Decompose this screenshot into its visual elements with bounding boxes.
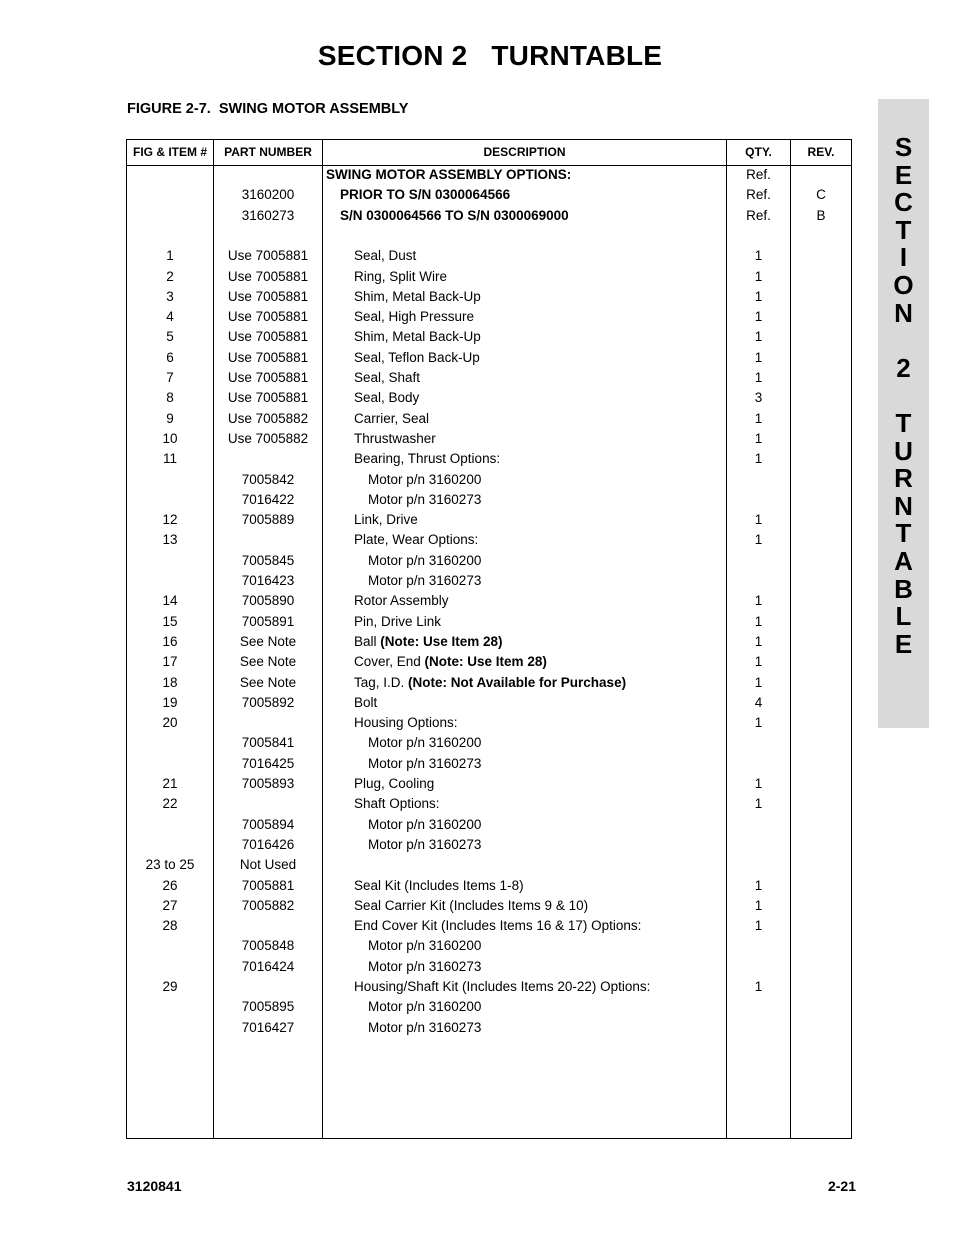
description-cell bbox=[326, 571, 768, 591]
qty-cell: 1 bbox=[754, 288, 763, 304]
qty-cell: 1 bbox=[754, 613, 763, 629]
qty-cell: 1 bbox=[754, 674, 763, 690]
table-row bbox=[127, 409, 851, 429]
description-text: Bearing, Thrust Options: bbox=[354, 451, 501, 467]
description-text: S/N 0300064566 TO S/N 0300069000 bbox=[340, 207, 569, 223]
side-tab-letter: C bbox=[894, 187, 913, 218]
description-text: Motor p/n 3160273 bbox=[368, 755, 482, 771]
item-number-cell: 5 bbox=[166, 329, 174, 345]
table-row bbox=[127, 287, 851, 307]
table-row bbox=[127, 510, 851, 530]
description-text: Seal, Teflon Back-Up bbox=[354, 349, 480, 365]
header-rev: REV. bbox=[807, 145, 835, 159]
header-description: DESCRIPTION bbox=[483, 145, 566, 159]
table-row bbox=[127, 206, 851, 226]
table-row bbox=[127, 449, 851, 469]
section-title: SECTION 2 TURNTABLE bbox=[317, 40, 663, 71]
table-row bbox=[127, 632, 851, 652]
part-number-cell: 7005848 bbox=[241, 938, 295, 954]
side-tab-letter: T bbox=[895, 214, 912, 245]
qty-cell: 1 bbox=[754, 430, 763, 446]
description-text: Tag, I.D. bbox=[354, 674, 409, 690]
parts-table bbox=[126, 139, 852, 1139]
item-number-cell: 18 bbox=[162, 674, 178, 690]
description-text: Seal, Dust bbox=[354, 248, 417, 264]
item-number-cell: 22 bbox=[162, 796, 178, 812]
qty-cell: 1 bbox=[754, 715, 763, 731]
qty-cell: 1 bbox=[754, 593, 763, 609]
side-tab-letters bbox=[878, 134, 929, 658]
description-cell bbox=[326, 896, 754, 916]
description-cell bbox=[326, 673, 754, 693]
description-cell bbox=[326, 510, 754, 530]
qty-cell: 1 bbox=[754, 532, 763, 548]
description-cell bbox=[326, 693, 754, 713]
description-text: Plug, Cooling bbox=[354, 776, 435, 791]
part-number-cell: 3160273 bbox=[241, 207, 295, 223]
table-row bbox=[127, 855, 851, 875]
description-cell bbox=[326, 632, 754, 652]
description-text: Seal Carrier Kit (Includes Items 9 & 10) bbox=[354, 897, 589, 913]
table-row bbox=[127, 327, 851, 347]
description-cell bbox=[326, 591, 754, 611]
part-number-cell: 7005842 bbox=[241, 471, 295, 487]
description-text: Seal, Body bbox=[354, 390, 420, 406]
description-text: Ring, Split Wire bbox=[354, 268, 448, 284]
item-number-cell: 28 bbox=[162, 918, 178, 934]
qty-cell: 1 bbox=[754, 349, 763, 365]
part-number-cell: Use 7005881 bbox=[227, 329, 309, 345]
item-number-cell: 20 bbox=[162, 715, 178, 731]
description-text: Ball bbox=[354, 633, 381, 649]
header-qty: QTY. bbox=[745, 145, 772, 159]
part-number-cell: 7005894 bbox=[241, 816, 295, 832]
part-number-cell: 7016426 bbox=[241, 836, 295, 852]
item-number-cell: 6 bbox=[166, 349, 174, 365]
item-number-cell: 1 bbox=[166, 248, 174, 264]
description-text: PRIOR TO S/N 0300064566 bbox=[340, 187, 511, 203]
description-cell bbox=[326, 409, 754, 429]
qty-cell: 1 bbox=[754, 512, 763, 528]
part-number-cell: 7005881 bbox=[241, 877, 295, 893]
description-text: Motor p/n 3160273 bbox=[368, 491, 482, 507]
item-number-cell: 23 to 25 bbox=[145, 857, 195, 873]
qty-cell: 1 bbox=[754, 654, 763, 670]
table-row bbox=[127, 470, 851, 490]
part-number-cell: 7005845 bbox=[241, 552, 295, 568]
table-row bbox=[127, 530, 851, 550]
description-cell bbox=[326, 429, 754, 449]
qty-cell: 1 bbox=[754, 897, 763, 913]
table-row bbox=[127, 896, 851, 916]
description-cell bbox=[326, 246, 754, 266]
part-number-cell: Use 7005881 bbox=[227, 248, 309, 264]
description-cell bbox=[326, 997, 768, 1017]
table-row bbox=[127, 368, 851, 388]
qty-cell: Ref. bbox=[746, 167, 771, 182]
part-number-cell: Use 7005881 bbox=[227, 370, 309, 385]
part-number-cell: 7005841 bbox=[241, 735, 295, 751]
header-part-number: PART NUMBER bbox=[224, 145, 312, 159]
item-number-cell: 7 bbox=[166, 370, 174, 385]
table-row bbox=[127, 673, 851, 693]
description-text: Motor p/n 3160273 bbox=[368, 573, 482, 588]
description-text: Pin, Drive Link bbox=[354, 613, 442, 629]
header-item: FIG & ITEM # bbox=[132, 145, 207, 159]
item-number-cell: 13 bbox=[162, 532, 178, 548]
table-row bbox=[127, 571, 851, 591]
table-row bbox=[127, 794, 851, 814]
part-number-cell: 7005889 bbox=[241, 512, 295, 528]
part-number-cell: See Note bbox=[239, 674, 297, 690]
description-text: Motor p/n 3160200 bbox=[368, 938, 482, 954]
description-cell bbox=[326, 267, 754, 287]
part-number-cell: Use 7005881 bbox=[227, 309, 309, 325]
side-tab-letter: L bbox=[895, 601, 912, 632]
item-number-cell: 11 bbox=[162, 451, 177, 467]
description-text: Bolt bbox=[354, 694, 378, 710]
item-number-cell: 21 bbox=[162, 776, 178, 791]
qty-cell: 1 bbox=[754, 410, 763, 426]
description-text: Seal, Shaft bbox=[354, 370, 421, 385]
qty-cell: 1 bbox=[754, 979, 763, 994]
description-text: Motor p/n 3160200 bbox=[368, 999, 482, 1015]
description-cell bbox=[326, 530, 754, 550]
part-number-cell: 7005890 bbox=[241, 593, 295, 609]
table-row bbox=[127, 388, 851, 408]
item-number-cell: 27 bbox=[162, 897, 178, 913]
item-number-cell: 26 bbox=[162, 877, 178, 893]
side-tab-letter: E bbox=[894, 159, 913, 190]
description-cell bbox=[326, 794, 754, 814]
description-cell bbox=[326, 815, 768, 835]
table-row bbox=[127, 754, 851, 774]
description-text: Thrustwasher bbox=[354, 430, 436, 446]
description-text: Seal, High Pressure bbox=[354, 309, 475, 325]
part-number-cell: 7005882 bbox=[241, 897, 295, 913]
qty-cell: 1 bbox=[754, 370, 763, 385]
description-cell bbox=[326, 287, 754, 307]
description-cell bbox=[326, 551, 768, 571]
description-cell bbox=[326, 368, 754, 388]
description-cell bbox=[326, 470, 768, 490]
part-number-cell: 7016423 bbox=[241, 573, 295, 588]
part-number-cell: 7016422 bbox=[241, 491, 295, 507]
qty-cell: 1 bbox=[754, 877, 763, 893]
part-number-cell: 7016424 bbox=[241, 958, 295, 974]
part-number-cell: 7005892 bbox=[241, 694, 295, 710]
side-tab-letter: N bbox=[894, 490, 913, 521]
side-tab-letter: R bbox=[894, 463, 913, 494]
table-row bbox=[127, 774, 851, 794]
description-cell bbox=[326, 388, 754, 408]
description-cell bbox=[326, 165, 726, 185]
description-cell bbox=[326, 835, 768, 855]
side-tab-letter: E bbox=[894, 628, 913, 659]
part-number-cell: Use 7005881 bbox=[227, 349, 309, 365]
part-number-cell: Not Used bbox=[239, 857, 297, 873]
qty-cell: 1 bbox=[754, 329, 763, 345]
table-row bbox=[127, 165, 851, 185]
side-tab-letter: T bbox=[895, 407, 912, 438]
description-text: Cover, End bbox=[354, 654, 425, 670]
part-number-cell: 7005893 bbox=[241, 776, 295, 791]
part-number-cell: Use 7005882 bbox=[227, 410, 309, 426]
description-cell bbox=[326, 733, 768, 753]
item-number-cell: 8 bbox=[166, 390, 174, 406]
description-cell bbox=[326, 977, 754, 997]
description-text: Plate, Wear Options: bbox=[354, 532, 479, 548]
table-row bbox=[127, 713, 851, 733]
table-row bbox=[127, 936, 851, 956]
qty-cell: 1 bbox=[754, 796, 763, 812]
description-cell bbox=[326, 490, 768, 510]
side-tab-letter: S bbox=[894, 132, 913, 162]
item-number-cell: 15 bbox=[162, 613, 178, 629]
description-text: Motor p/n 3160273 bbox=[368, 958, 482, 974]
description-cell bbox=[326, 206, 740, 226]
item-number-cell: 29 bbox=[162, 979, 178, 994]
description-cell bbox=[326, 916, 754, 936]
part-number-cell: See Note bbox=[239, 633, 297, 649]
qty-cell: 4 bbox=[754, 694, 763, 710]
description-text: Motor p/n 3160273 bbox=[368, 836, 482, 852]
table-row bbox=[127, 815, 851, 835]
table-row bbox=[127, 876, 851, 896]
description-cell bbox=[326, 957, 768, 977]
part-number-cell: Use 7005881 bbox=[227, 268, 309, 284]
description-cell bbox=[326, 774, 754, 794]
figure-title: FIGURE 2-7. SWING MOTOR ASSEMBLY bbox=[127, 101, 409, 117]
qty-cell: 1 bbox=[754, 918, 763, 934]
item-number-cell: 12 bbox=[162, 512, 178, 528]
side-tab-letter: A bbox=[894, 545, 913, 576]
table-row bbox=[127, 267, 851, 287]
description-cell bbox=[326, 612, 754, 632]
part-number-cell: Use 7005882 bbox=[227, 430, 309, 446]
part-number-cell: 7005895 bbox=[241, 999, 295, 1015]
description-text: End Cover Kit (Includes Items 16 & 17) Options: bbox=[354, 918, 642, 934]
description-text: Shim, Metal Back-Up bbox=[354, 329, 481, 345]
description-cell bbox=[326, 348, 754, 368]
description-cell bbox=[326, 754, 768, 774]
description-text: Housing Options: bbox=[354, 715, 458, 731]
qty-cell: 3 bbox=[754, 390, 763, 406]
table-row bbox=[127, 307, 851, 327]
item-number-cell: 14 bbox=[162, 593, 178, 609]
qty-cell: 1 bbox=[754, 776, 763, 791]
item-number-cell: 9 bbox=[166, 410, 174, 426]
description-note: (Note: Use Item 28) bbox=[424, 654, 547, 670]
description-text: Seal Kit (Includes Items 1-8) bbox=[354, 877, 524, 893]
description-text: SWING MOTOR ASSEMBLY OPTIONS: bbox=[326, 167, 572, 182]
part-number-cell: 7016425 bbox=[241, 755, 295, 771]
section-side-tab bbox=[878, 99, 929, 728]
item-number-cell: 19 bbox=[162, 694, 178, 710]
description-text: Motor p/n 3160200 bbox=[368, 552, 482, 568]
qty-cell: Ref. bbox=[746, 187, 771, 203]
table-row bbox=[127, 429, 851, 449]
description-text: Carrier, Seal bbox=[354, 410, 430, 426]
table-row bbox=[127, 997, 851, 1017]
description-text: Motor p/n 3160200 bbox=[368, 816, 482, 832]
qty-cell: 1 bbox=[754, 248, 763, 264]
description-text: Housing/Shaft Kit (Includes Items 20-22) Options: bbox=[354, 979, 651, 994]
part-number-cell: Use 7005881 bbox=[227, 288, 309, 304]
description-cell bbox=[326, 652, 754, 672]
qty-cell: 1 bbox=[754, 633, 763, 649]
item-number-cell: 10 bbox=[162, 430, 178, 446]
description-cell bbox=[326, 876, 754, 896]
document-number: 3120841 bbox=[127, 1178, 182, 1194]
description-text: Shaft Options: bbox=[354, 796, 440, 812]
description-note: (Note: Not Available for Purchase) bbox=[408, 674, 627, 690]
description-cell bbox=[326, 1018, 768, 1038]
item-number-cell: 2 bbox=[166, 268, 174, 284]
description-text: Link, Drive bbox=[354, 512, 418, 528]
item-number-cell: 3 bbox=[166, 288, 174, 304]
description-cell bbox=[326, 307, 754, 327]
rev-cell: C bbox=[816, 187, 826, 203]
table-row bbox=[127, 733, 851, 753]
description-text: Motor p/n 3160273 bbox=[368, 1019, 482, 1035]
part-number-cell: See Note bbox=[239, 654, 297, 670]
page-number: 2-21 bbox=[827, 1178, 856, 1194]
item-number-cell: 17 bbox=[162, 654, 178, 670]
description-note: (Note: Use Item 28) bbox=[380, 633, 503, 649]
side-tab-letter: I bbox=[899, 242, 908, 273]
table-row bbox=[127, 693, 851, 713]
description-text: Motor p/n 3160200 bbox=[368, 735, 482, 751]
table-row bbox=[127, 916, 851, 936]
table-row bbox=[127, 1018, 851, 1038]
table-row bbox=[127, 835, 851, 855]
description-text: Shim, Metal Back-Up bbox=[354, 288, 481, 304]
description-cell bbox=[326, 713, 754, 733]
table-row bbox=[127, 185, 851, 205]
part-number-cell: 7005891 bbox=[241, 613, 295, 629]
part-number-cell: 7016427 bbox=[241, 1019, 295, 1035]
table-row bbox=[127, 612, 851, 632]
description-cell bbox=[326, 327, 754, 347]
item-number-cell: 4 bbox=[166, 309, 174, 325]
item-number-cell: 16 bbox=[162, 633, 178, 649]
side-tab-letter: B bbox=[894, 573, 913, 604]
qty-cell: 1 bbox=[754, 451, 763, 467]
table-row bbox=[127, 246, 851, 266]
description-cell bbox=[326, 449, 754, 469]
table-row bbox=[127, 977, 851, 997]
rev-cell: B bbox=[816, 207, 826, 223]
table-row bbox=[127, 652, 851, 672]
side-tab-letter: N bbox=[894, 297, 913, 328]
part-number-cell: 3160200 bbox=[241, 187, 295, 203]
table-row bbox=[127, 226, 851, 246]
table-row bbox=[127, 551, 851, 571]
table-row bbox=[127, 591, 851, 611]
qty-cell: Ref. bbox=[746, 207, 771, 223]
qty-cell: 1 bbox=[754, 268, 763, 284]
description-text: Motor p/n 3160200 bbox=[368, 471, 482, 487]
description-cell bbox=[326, 936, 768, 956]
table-row bbox=[127, 348, 851, 368]
table-row bbox=[127, 490, 851, 510]
side-tab-letter: T bbox=[895, 518, 912, 549]
qty-cell: 1 bbox=[754, 309, 763, 325]
description-text: Rotor Assembly bbox=[354, 593, 449, 609]
side-tab-letter: O bbox=[893, 269, 914, 300]
table-row bbox=[127, 957, 851, 977]
side-tab-letter: U bbox=[894, 435, 913, 466]
description-cell bbox=[326, 185, 740, 205]
part-number-cell: Use 7005881 bbox=[227, 390, 309, 406]
side-tab-letter: 2 bbox=[896, 352, 911, 383]
